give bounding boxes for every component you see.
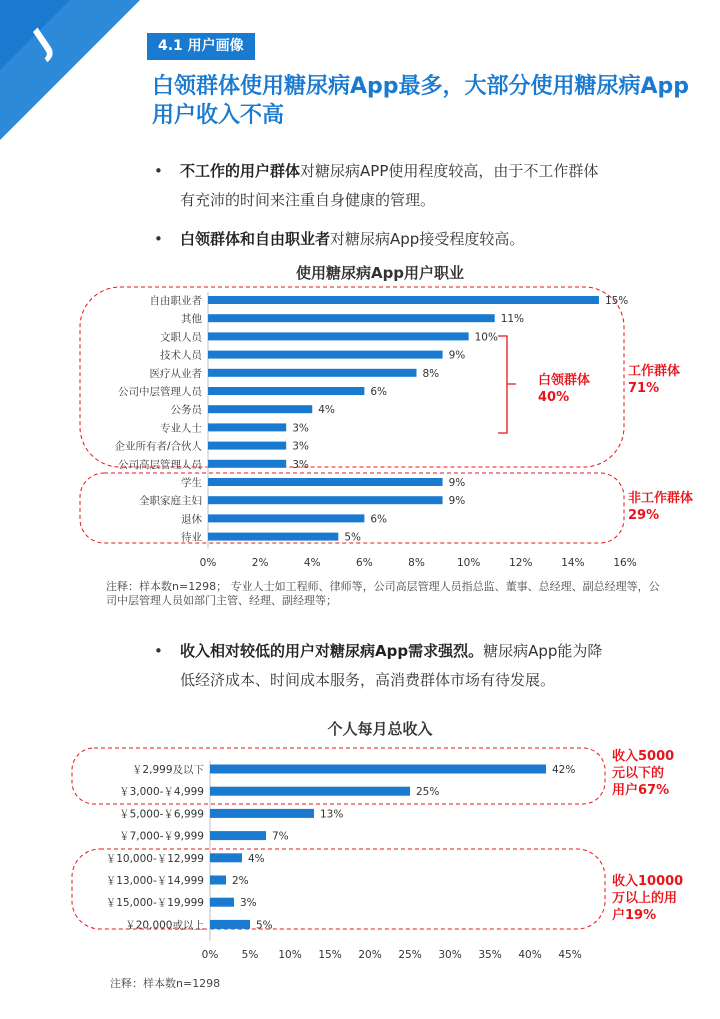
- chart2-note: 注释：样本数n=1298: [110, 977, 221, 990]
- category-label: 企业所有者/合伙人: [114, 440, 202, 453]
- logo-mark: J: [24, 22, 62, 60]
- value-label: 10%: [474, 331, 498, 344]
- high-income-note-line: 户19%: [612, 908, 657, 923]
- x-tick-label: 4%: [303, 557, 321, 569]
- bullet-dot-icon: •: [154, 230, 163, 248]
- bar: [210, 765, 546, 774]
- bar: [208, 533, 338, 541]
- value-label: 3%: [292, 440, 309, 453]
- bar: [210, 809, 314, 818]
- value-label: 5%: [256, 919, 273, 932]
- x-tick-label: 45%: [558, 949, 582, 961]
- bar: [210, 876, 226, 885]
- bar: [208, 442, 286, 450]
- working-group-label: 工作群体: [628, 364, 681, 379]
- value-label: 8%: [422, 367, 440, 380]
- value-label: 7%: [272, 830, 289, 843]
- x-tick-label: 15%: [318, 949, 342, 961]
- x-tick-label: 40%: [518, 949, 542, 961]
- bar: [208, 296, 599, 304]
- occupation-chart: [0, 280, 720, 580]
- value-label: 2%: [232, 875, 249, 887]
- category-label: 技术人员: [160, 349, 202, 362]
- category-label: ￥15,000-￥19,999: [105, 897, 204, 910]
- x-tick-label: 35%: [478, 949, 502, 961]
- value-label: 9%: [448, 477, 466, 489]
- non-working-group-label: 非工作群体: [628, 491, 694, 506]
- x-tick-label: 20%: [358, 949, 382, 961]
- low-income-note-line: 用户67%: [612, 783, 670, 798]
- bar: [208, 514, 364, 522]
- x-tick-label: 6%: [356, 557, 373, 569]
- bar: [208, 423, 286, 431]
- bar: [208, 405, 312, 413]
- bullet-bold: 收入相对较低的用户对糖尿病App需求强烈。: [180, 642, 484, 660]
- category-label: 全职家庭主妇: [139, 495, 202, 508]
- category-label: 学生: [181, 477, 202, 489]
- bullet-bold: 白领群体和自由职业者: [180, 230, 331, 248]
- value-label: 6%: [370, 513, 388, 526]
- bullet-text: 糖尿病App能为降: [483, 642, 603, 660]
- x-tick-label: 25%: [398, 949, 422, 961]
- category-label: ￥20,000或以上: [125, 919, 204, 932]
- bar: [210, 787, 410, 796]
- value-label: 42%: [552, 764, 576, 776]
- low-income-note-line: 收入5000: [612, 749, 675, 764]
- category-label: ￥7,000-￥9,999: [119, 830, 204, 843]
- chart1-title: 使用糖尿病App用户职业: [295, 264, 465, 282]
- category-label: 待业: [181, 531, 202, 544]
- bullet-continuation: 低经济成本、时间成本服务，高消费群体市场有待发展。: [180, 671, 556, 689]
- x-tick-label: 10%: [456, 557, 481, 569]
- chart2-title: 个人每月总收入: [327, 720, 433, 738]
- x-tick-label: 30%: [438, 949, 462, 961]
- bar: [208, 332, 469, 340]
- bullet-text: 对糖尿病APP使用程度较高，由于不工作群体: [300, 162, 599, 180]
- bar: [208, 478, 443, 486]
- page-headline: 白领群体使用糖尿病App最多，大部分使用糖尿病App用户收入不高: [152, 74, 690, 128]
- high-income-note-line: 收入10000: [612, 874, 684, 889]
- section-tag: 4.1 用户画像: [147, 33, 255, 60]
- category-label: ￥13,000-￥14,999: [105, 875, 204, 887]
- category-label: 其他: [181, 313, 202, 326]
- bar: [208, 387, 364, 395]
- x-tick-label: 12%: [509, 557, 533, 569]
- category-label: 文职人员: [160, 331, 202, 344]
- income-chart: [0, 740, 720, 970]
- corner-logo-ribbon: [0, 0, 150, 150]
- bullet-bold: 不工作的用户群体: [180, 162, 301, 180]
- low-income-note-line: 元以下的: [612, 766, 665, 781]
- bar: [210, 853, 242, 862]
- value-label: 3%: [292, 422, 309, 435]
- category-label: 退休: [181, 513, 202, 526]
- category-label: 医疗从业者: [149, 367, 202, 380]
- x-tick-label: 10%: [278, 949, 302, 961]
- value-label: 25%: [416, 786, 440, 799]
- x-tick-label: 5%: [241, 949, 259, 961]
- bullet-text: 对糖尿病App接受程度较高。: [330, 230, 525, 248]
- bar: [210, 898, 234, 907]
- x-tick-label: 14%: [561, 557, 585, 569]
- category-label: 公司高层管理人员: [118, 458, 202, 471]
- x-tick-label: 8%: [408, 557, 425, 569]
- category-label: ￥3,000-￥4,999: [119, 786, 204, 799]
- category-label: 公务员: [170, 404, 202, 417]
- chart1-note: 注释：样本数n=1298； 专业人士如工程师、律师等，公司高层管理人员指总监、董事、总经理、副总经理等，公司中层管理人员如部门主管、经理、副经理等；: [106, 580, 660, 607]
- bar: [210, 831, 266, 840]
- value-label: 11%: [500, 313, 525, 326]
- bar: [208, 460, 286, 468]
- x-tick-label: 0%: [201, 949, 219, 961]
- bar: [208, 314, 495, 322]
- bar: [208, 496, 443, 504]
- bullet-item: [154, 637, 674, 695]
- value-label: 5%: [344, 531, 361, 544]
- value-label: 4%: [248, 852, 265, 865]
- bar: [208, 369, 417, 377]
- x-tick-label: 0%: [199, 557, 217, 569]
- bullet-continuation: 有充沛的时间来注重自身健康的管理。: [180, 191, 436, 209]
- bar: [208, 351, 443, 359]
- category-label: ￥10,000-￥12,999: [105, 852, 204, 865]
- x-tick-label: 16%: [613, 557, 637, 569]
- bullet-dot-icon: •: [154, 642, 163, 660]
- value-label: 9%: [448, 349, 466, 362]
- bullet-item: [154, 225, 674, 254]
- value-label: 3%: [240, 897, 257, 910]
- white-collar-bracket: [498, 336, 516, 433]
- bar: [210, 920, 250, 929]
- category-label: 公司中层管理人员: [118, 386, 202, 398]
- high-income-note-line: 万以上的用: [612, 891, 678, 906]
- category-label: ￥2,999及以下: [131, 764, 204, 776]
- value-label: 4%: [318, 404, 335, 417]
- value-label: 15%: [604, 295, 629, 307]
- category-label: 自由职业者: [149, 295, 202, 307]
- white-collar-share: 40%: [538, 390, 570, 405]
- non-working-group-share: 29%: [628, 508, 660, 523]
- bullet-dot-icon: •: [154, 162, 163, 180]
- value-label: 6%: [370, 386, 388, 398]
- category-label: ￥5,000-￥6,999: [119, 808, 204, 821]
- category-label: 专业人士: [160, 422, 202, 435]
- value-label: 9%: [448, 495, 466, 508]
- white-collar-label: 白领群体: [538, 373, 591, 388]
- value-label: 13%: [320, 808, 344, 821]
- x-tick-label: 2%: [251, 557, 269, 569]
- bullet-item: [154, 157, 674, 215]
- working-group-share: 71%: [628, 381, 660, 396]
- value-label: 3%: [292, 458, 309, 471]
